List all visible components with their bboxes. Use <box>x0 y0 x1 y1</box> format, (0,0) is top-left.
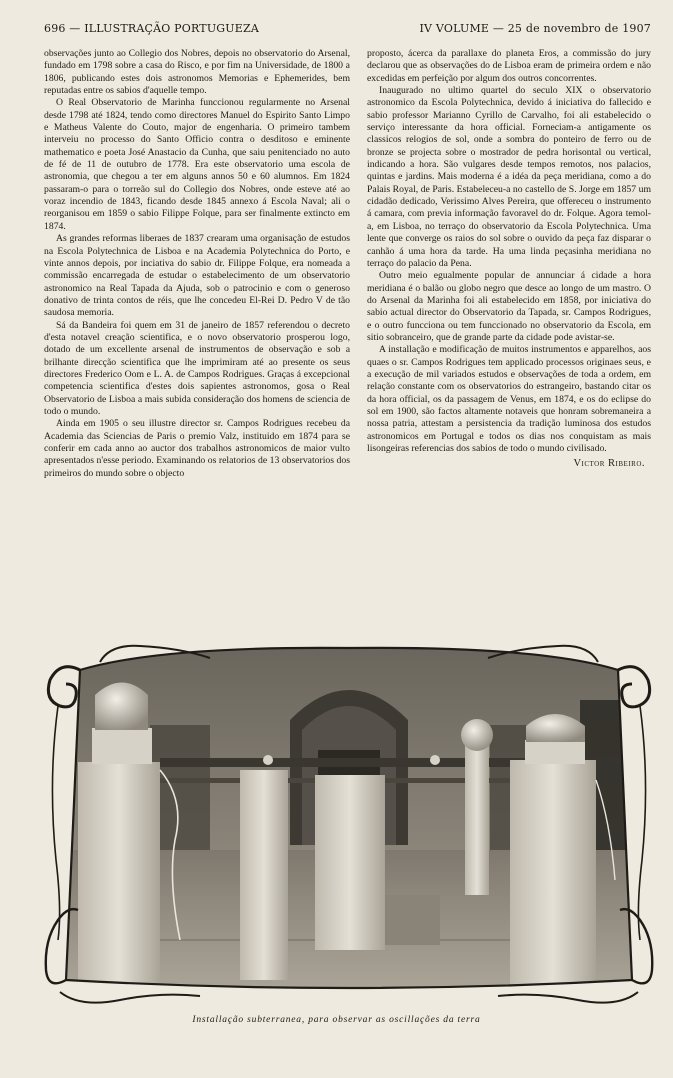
paragraph: As grandes reformas liberaes de 1837 crearam uma organisação de estudos na Escola Polytechnica de Lisboa e na Academia Polytechnica do Porto, e vinte annos depois, por inciativa do sabio dr. Filippe Folque, era nomeada a commissão encarregada de estudar o estabelecimento de um observatorio astronomico na Real Tapada da Ajuda, sob o patrocinio e com o generoso donativo de trinta contos de réis, que lhe concedeu El-Rei D. Pedro V de tão saudosa memoria. <box>44 233 350 319</box>
paragraph: Inaugurado no ultimo quartel do seculo XIX o observatorio astronomico da Escola Polytechnica, devido á iniciativa do fallecido e sabio professor Marianno Cyrillo de Carvalho, foi ali estabelecido o serviço interessante da hora official. Forneciam-a antigamente os classicos relogios de sol, onde a sombra do ponteiro de ferro ou de bronze se projecta sobre o mostrador de pedra horisontal ou vertical, indicando a hora. São vulgares desde tempos remotos, nos palacios, quintas e jardins. Mais moderna é a idéa da peça meridiana, como a do Palais Royal, de Paris. Estabeleceu-a no castello de S. Jorge em 1857 um cidadão dedicado, Verissimo Alves Pereira, que offereceu o instrumento á camara, com previa informação favoravel do dr. Folque. Agora temol-a, em Lisboa, no terraço do observatorio da Escola Polytechnica. Uma lente que converge os raios do sol sobre o ouvido da peça faz disparar o canhão á uma hora da tarde. Ha uma linda peçasinha meridiana no terraço do palacio da Pena. <box>367 85 651 269</box>
paragraph: Ainda em 1905 o seu illustre director sr. Campos Rodrigues recebeu da Academia das Sciencias de Paris o premio Valz, instituido em 1874 para se conferir em cada anno ao auctor dos trabalhos astronomicos de maior vulto apresentados n'esse periodo. Examinando os relatorios de 13 observatorios dos primeiros do mundo sobre o objecto <box>44 418 350 479</box>
paragraph: O Real Observatorio de Marinha funccionou regularmente no Arsenal desde 1798 até 1824, tendo como directores Manuel do Espirito Santo Limpo e Matheus Valente do Couto, major de engenharia. O primeiro tambem interveiu no processo do Santo Officio contra o desditoso e eminente mathematico e poeta José Anastacio da Cunha, que saiu penitenciado no auto de fé de 11 de outubro de 1778. Era este observatorio uma escola de astronomia, que chegou a ter em alguns annos 50 e 60 alumnos. Em 1824 passaram-o para o torreão sul do Collegio dos Nobres, onde esteve até ao voraz incendio de 1843, ficando desde 1845 annexo á Escola Naval; ali o reorganisou em 1859 o sabio Filippe Folque, para ser finalmente extincto em 1874. <box>44 97 350 232</box>
article-left-column <box>44 48 350 626</box>
paragraph: Outro meio egualmente popular de annunciar á cidade a hora meridiana é o balão ou globo negro que desce ao longo de um mastro. O do Arsenal da Marinha foi ali estabelecido em 1858, por iniciativa do sabio actual director do Observatorio da Tapada, sr. Campos Rodrigues, e o outro funcciona ou tem funccionado no observatorio da Escola, em sitio sobranceiro, que de grande parte da cidade pode avistar-se. <box>367 270 651 343</box>
paragraph: proposto, ácerca da parallaxe do planeta Eros, a commissão do jury declarou que as observações do de Lisboa eram de primeira ordem e não excedidas em perfeição por algum dos outros concorrentes. <box>367 48 651 84</box>
header-page-title: 696 — ILLUSTRAÇÃO PORTUGUEZA <box>44 22 259 35</box>
header-volume-date: IV VOLUME — 25 de novembro de 1907 <box>419 22 651 35</box>
photo-scene <box>40 640 658 1012</box>
figure-caption: Installação subterranea, para observar as oscillações da terra <box>192 1015 481 1025</box>
author-signature: Victor Ribeiro. <box>573 458 645 470</box>
article-right-column <box>367 48 651 626</box>
paragraph: observações junto ao Collegio dos Nobres, depois no observatorio do Arsenal, fundado em 1798 sobre a casa do Risco, e por fim na Universidade, de 1800 a 1806, publicando estes dois astronomos Memorias e Ephemerides, bem reputadas entre os sabios d'aquelle tempo. <box>44 48 350 97</box>
photograph-figure <box>40 640 658 1012</box>
observatory-photograph <box>40 640 658 1012</box>
running-header <box>44 22 651 42</box>
paragraph: A installação e modificação de muitos instrumentos e apparelhos, aos quaes o sr. Campos Rodrigues tem applicado processos originaes seus, e a execução de mil variados estudos e observações de toda a ordem, em relação constante com os observatorios do estrangeiro, bastando citar os da hora official, os da passagem de Venus, em 1874, e os do eclipse do sol em 1900, são factos altamente notaveis que honram sobremaneira a nossa patria, attestam a persistencia da tradição luminosa dos estudos astronomicos em Portugal e todos os dias nos conquistam as mais lisongeiras referencias dos sabios de todo o mundo civilisado. <box>367 344 651 454</box>
paragraph: Sá da Bandeira foi quem em 31 de janeiro de 1857 referendou o decreto d'esta notavel creação scientifica, e o novo observatorio prosperou logo, dotado de um excellente arsenal de instrumentos de observação e sob a brilhante direcção scientifica que lhe imprimiram até ao presente os seus directores Frederico Oom e L. A. de Campos Rodrigues. Graças á excepcional competencia scientifica d'estes dois sapientes astronomos, gosa o Real Observatorio de Lisboa a mais subida consideração dos homens de sciencia de todo o mundo. <box>44 319 350 417</box>
